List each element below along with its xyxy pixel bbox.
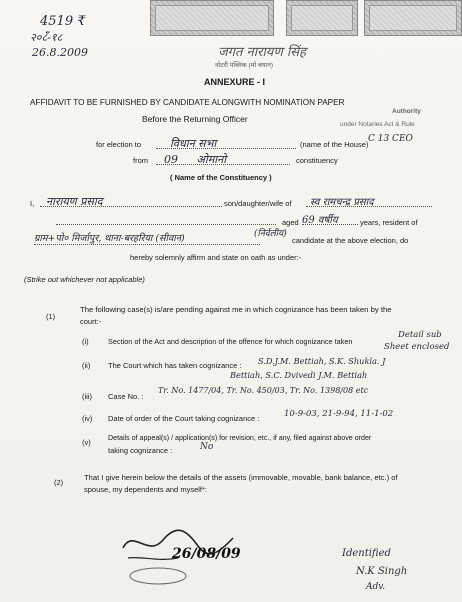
sub-ii-text: The Court which has taken cognizance :: [108, 361, 242, 370]
sub-i-text: Section of the Act and description of the offence for which cognizance taken: [108, 337, 353, 346]
handwritten-ref-number: 4519 ₹: [40, 14, 86, 29]
court-line2: Bettiah, S.C. Dvivedi J.M. Bettiah: [230, 370, 368, 380]
item2-number: (2): [54, 478, 64, 487]
case-number-value: Tr. No. 1477/04, Tr. No. 450/03, Tr. No. 1398/08 etc: [158, 386, 369, 395]
sub-v-text-b: taking cognizance :: [108, 446, 173, 455]
house-code: C 13 CEO: [368, 134, 413, 144]
sub-iv-number: (iv): [82, 414, 93, 423]
affidavit-title: AFFIDAVIT TO BE FURNISHED BY CANDIDATE ALONGWITH NOMINATION PAPER: [30, 98, 345, 107]
candidate-name-field: [40, 192, 222, 207]
annexure-heading: ANNEXURE - I: [204, 77, 266, 87]
name-of-house-label: (name of the House): [300, 140, 369, 149]
candidate-name-value: नारायण प्रसाद: [46, 195, 103, 208]
age-value: 69 वर्षीय: [302, 215, 338, 226]
strike-out-note: (Strike out whichever not applicable): [24, 275, 145, 284]
notary-subtitle-stamp: नोटरी पब्लिक (मो बयान): [215, 62, 274, 69]
court-line1: S.D.J.M. Bettiah, S.K. Shukla. J: [258, 356, 386, 366]
constituency-label: constituency: [296, 156, 338, 165]
cognizance-date-value: 10-9-03, 21-9-94, 11-1-02: [284, 409, 394, 419]
appeal-value: No: [200, 442, 214, 452]
address-value: ग्राम+पो० मिर्जापुर, थाना-बरहरिया (सीवान): [34, 233, 185, 244]
identifier-line2: N.K Singh: [356, 566, 408, 577]
sub-iv-text: Date of order of the Court taking cognizance :: [108, 414, 260, 423]
item2-text-a: That I give herein below the details of the assets (immovable, movable, bank balance, etc.) of: [84, 473, 398, 482]
sub-iii-text: Case No. :: [108, 392, 144, 401]
sub-iii-number: (iii): [82, 392, 92, 401]
father-name-field: [306, 192, 432, 207]
father-name-value: स्व रामचन्द्र प्रसाद: [310, 197, 374, 208]
constituency-name: ओमानो: [196, 153, 227, 166]
item2-text-b: spouse, my dependents and myself*:: [84, 485, 207, 494]
age-field: [302, 210, 358, 225]
offence-note-line1: Detail sub: [398, 330, 442, 340]
blank-line-aged: [56, 212, 276, 225]
candidate-at-label: candidate at the above election, do: [292, 236, 409, 245]
i-label: I,: [30, 199, 35, 208]
item1-text-b: court:-: [80, 317, 102, 326]
identifier-line1: Identified: [342, 548, 391, 559]
sub-v-text-a: Details of appeal(s) / application(s) for revision, etc., if any, filed against above order: [108, 434, 372, 442]
stamp-paper-middle: [286, 0, 358, 36]
constituency-field: [156, 150, 290, 165]
item1-number: (1): [46, 312, 56, 321]
sub-v-number: (v): [82, 438, 91, 447]
signature-date: 26/08/09: [172, 546, 241, 562]
aged-label: aged: [282, 218, 299, 227]
sub-ii-number: (ii): [82, 361, 91, 370]
before-returning-officer: Before the Returning Officer: [142, 114, 248, 124]
name-of-constituency-heading: ( Name of the Constituency ): [170, 173, 272, 182]
notary-name-stamp: जगत नारायण सिंह: [218, 45, 306, 60]
stamp-paper-right: [364, 0, 462, 36]
sub-i-number: (i): [82, 337, 89, 346]
for-election-label: for election to: [96, 140, 142, 149]
authority-stamp-line1: Authority: [392, 108, 421, 115]
offence-note-line2: Sheet enclosed: [384, 342, 450, 352]
handwritten-ref-line2: २०८ंँ-१८: [30, 31, 63, 44]
solemnly-affirm: hereby solemnly affirm and state on oath as under:-: [130, 253, 302, 262]
handwritten-date-top: 26.8.2009: [32, 46, 88, 59]
from-label: from: [133, 156, 148, 165]
address-field: [34, 228, 260, 245]
authority-stamp-line2: under Notaries Act & Rule: [340, 121, 415, 128]
item1-text-a: The following case(s) is/are pending against me in which cognizance has been taken by the: [80, 305, 392, 314]
years-resident-label: years, resident of: [360, 218, 418, 227]
candidate-mark: (निर्दलीय): [254, 229, 287, 239]
house-field: [156, 134, 296, 149]
identifier-line3: Adv.: [366, 582, 386, 592]
stamp-paper-left: [150, 0, 274, 36]
constituency-no: 09: [164, 153, 178, 166]
house-value: विधान सभा: [170, 137, 217, 150]
son-of-label: son/daughter/wife of: [224, 199, 292, 208]
